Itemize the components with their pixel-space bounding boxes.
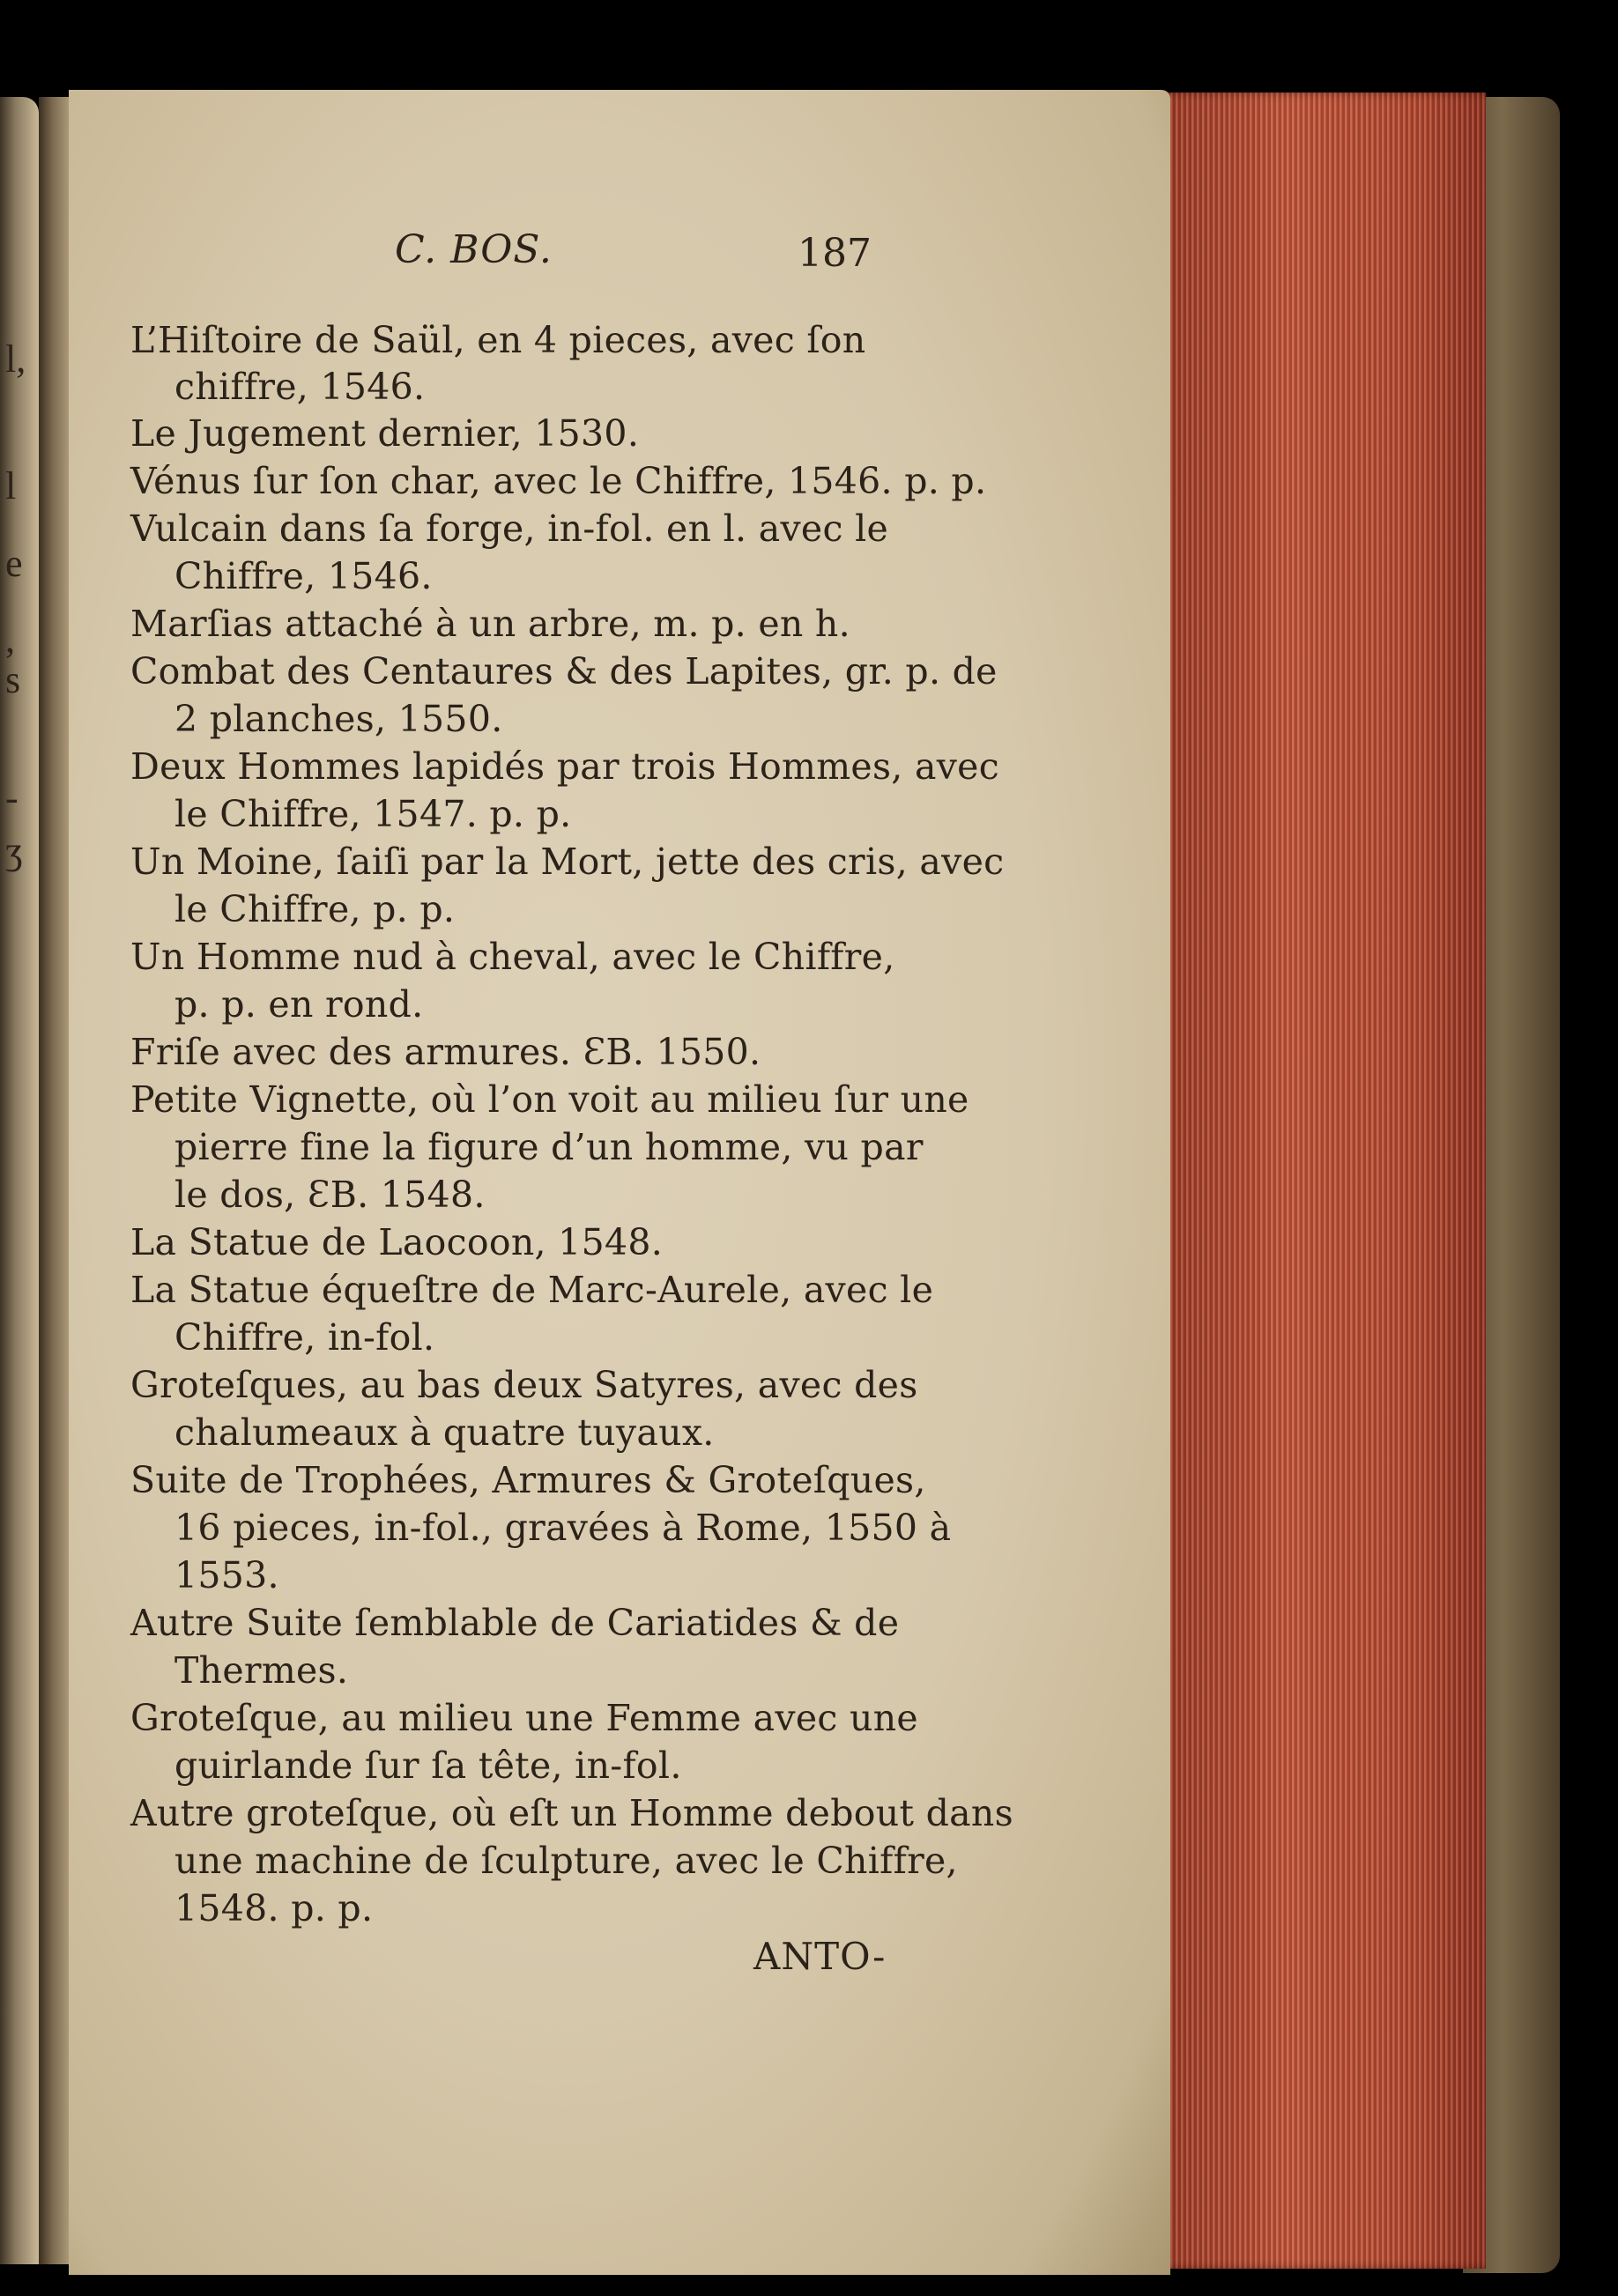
text-line: Thermes. [174,1649,349,1692]
text-line: Autre groteſque, où eſt un Homme debout dans [130,1792,1013,1834]
left-page-fragment: l [5,464,17,507]
text-line: Petite Vignette, où l’on voit au milieu ſur une [130,1078,969,1121]
text-line: 16 pieces, in-fol., gravées à Rome, 1550 à [174,1507,952,1549]
text-line: le Chiffre, 1547. p. p. [174,793,572,835]
left-page-fragment: e [5,542,23,585]
text-line: Marſias attaché à un arbre, m. p. en h. [130,603,850,645]
text-line: 2 planches, 1550. [174,698,503,740]
text-line: Groteſque, au milieu une Femme avec une [130,1697,919,1739]
text-line: Vulcain dans ſa forge, in-fol. en l. avec le [130,507,889,550]
text-line: Chiffre, in-fol. [174,1316,435,1359]
text-line: pierre fine la figure d’un homme, vu par [174,1126,924,1168]
text-line: Vénus ſur ſon char, avec le Chiffre, 1546. p. p. [130,460,987,502]
catchword: ANTO- [753,1935,887,1978]
text-line: Friſe avec des armures. ƐB. 1550. [130,1031,761,1073]
text-line: Deux Hommes lapidés par trois Hommes, avec [130,745,999,788]
left-page-edge [0,97,39,2264]
text-line: Suite de Trophées, Armures & Groteſques, [130,1459,926,1501]
text-line: La Statue de Laocoon, 1548. [130,1221,664,1263]
text-line: Chiffre, 1546. [174,555,433,597]
left-page-fragment: l, [5,337,26,381]
text-line: Groteſques, au bas deux Satyres, avec des [130,1364,918,1406]
text-line: Un Moine, ſaiſi par la Mort, jette des cris, avec [130,841,1005,883]
left-page-fragment: - [5,776,19,819]
text-line: Un Homme nud à cheval, avec le Chiffre, [130,936,895,978]
text-line: une machine de ſculpture, avec le Chiffre, [174,1840,958,1882]
text-line: 1548. p. p. [174,1887,374,1929]
left-page-fragment: , [5,618,15,661]
page-fore-edge [1160,93,1486,2269]
text-line: guirlande ſur ſa tête, in-fol. [174,1744,682,1787]
text-line: La Statue équeſtre de Marc-Aurele, avec le [130,1269,934,1311]
text-line: Le Jugement dernier, 1530. [130,412,640,455]
text-line: 1553. [174,1554,279,1596]
text-line: le Chiffre, p. p. [174,888,456,930]
text-line: Autre Suite ſemblable de Cariatides & de [130,1602,900,1644]
text-line: L’Hiſtoire de Saül, en 4 pieces, avec ſon [130,319,866,361]
text-line: chalumeaux à quatre tuyaux. [174,1411,715,1454]
left-page-fragment: ʒ [5,829,23,872]
page-number: 187 [798,231,872,276]
text-line: Combat des Centaures & des Lapites, gr. p. de [130,650,998,693]
text-line: p. p. en rond. [174,983,424,1026]
left-page-fragment: s [5,658,21,701]
text-line: le dos, ƐB. 1548. [174,1174,486,1216]
running-head: C. BOS. [395,227,553,272]
text-line: chiffre, 1546. [174,366,426,408]
